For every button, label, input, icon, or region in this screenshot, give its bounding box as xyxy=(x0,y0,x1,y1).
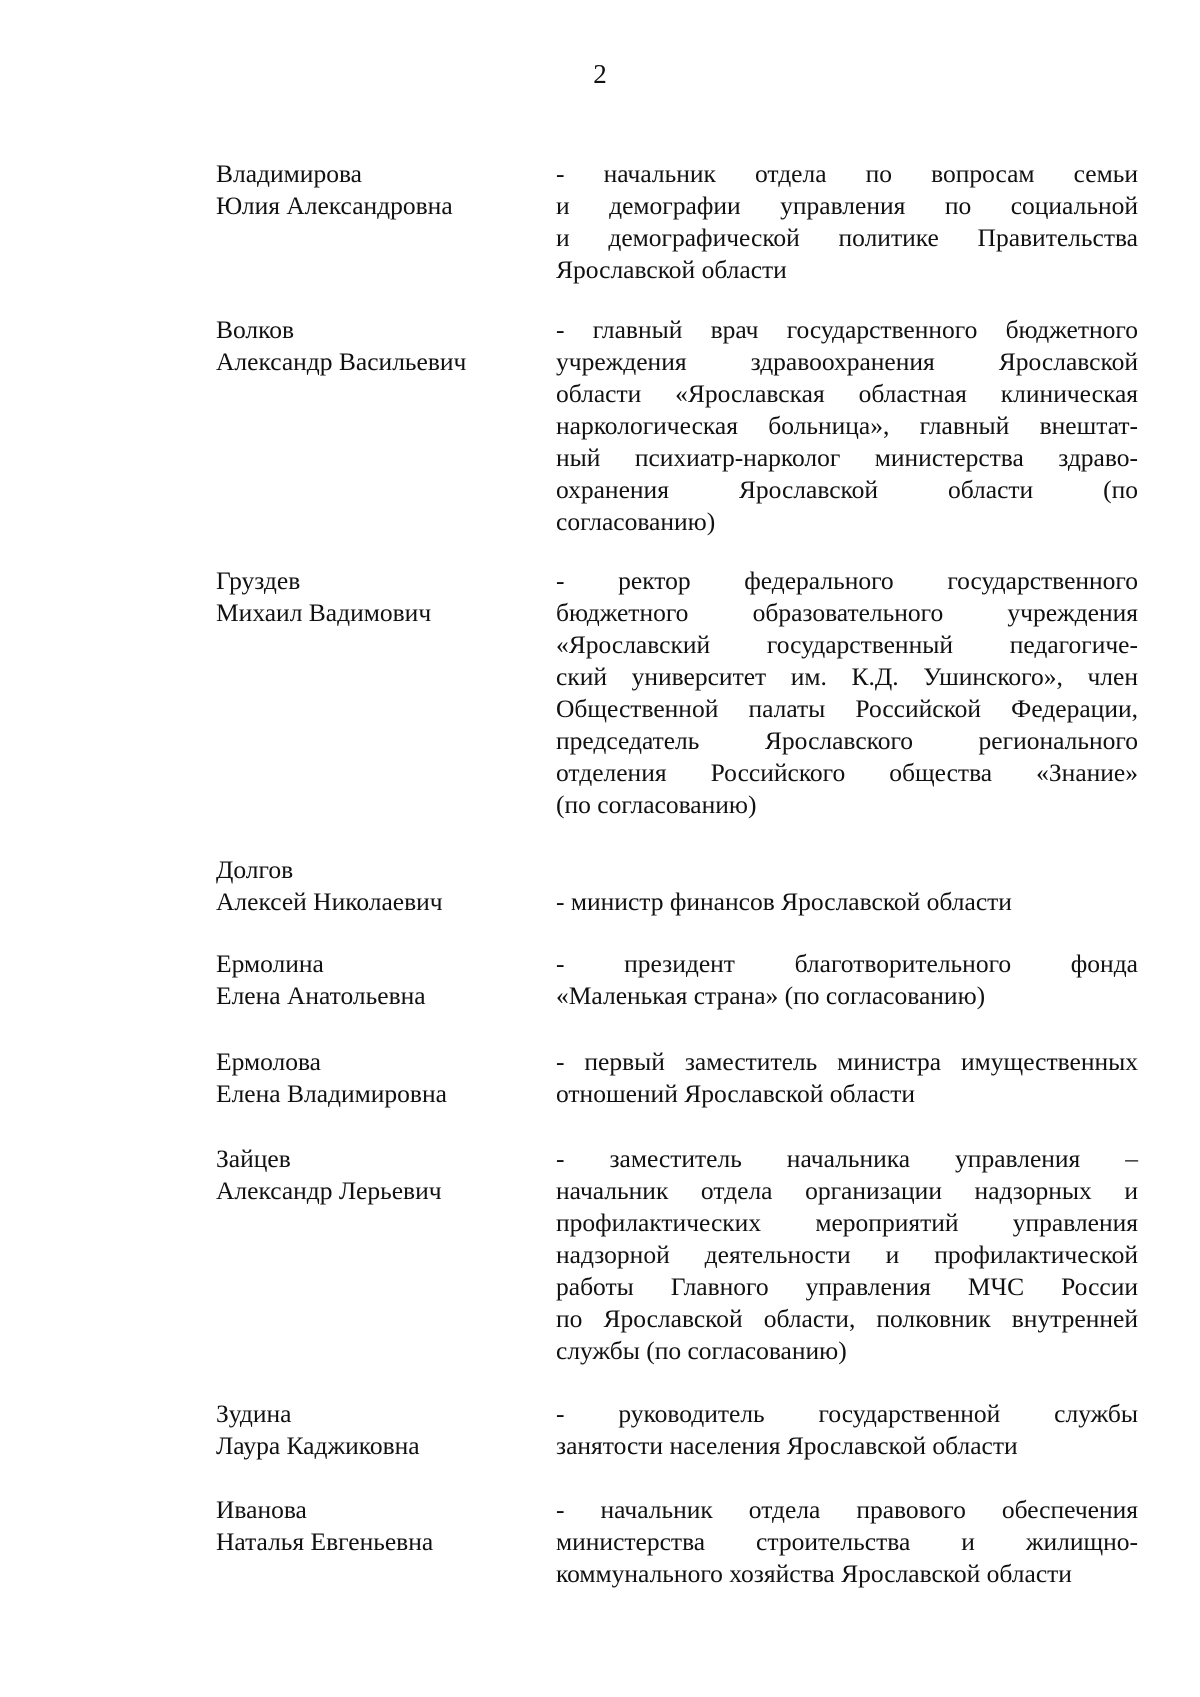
role-line: - президент благотворительного фонда xyxy=(556,949,1138,978)
role-line: коммунального хозяйства Ярославской области xyxy=(556,1559,1072,1588)
role-line: ский университет им. К.Д. Ушинского», член xyxy=(556,662,1138,691)
role-line: - руководитель государственной службы xyxy=(556,1399,1138,1428)
member-role xyxy=(556,1046,1138,1110)
role-line: «Маленькая страна» (по согласованию) xyxy=(556,981,986,1010)
member-given-names: Елена Владимировна xyxy=(216,1079,447,1108)
member-name xyxy=(216,1398,516,1462)
role-line: занятости населения Ярославской области xyxy=(556,1431,1018,1460)
role-line: и демографии управления по социальной xyxy=(556,191,1138,220)
role-line: «Ярославский государственный педагогиче- xyxy=(556,630,1138,659)
role-line: области «Ярославская областная клиническая xyxy=(556,379,1138,408)
member-given-names: Александр Васильевич xyxy=(216,347,467,376)
role-line: и демографической политике Правительства xyxy=(556,223,1138,252)
member-name xyxy=(216,948,516,1012)
role-line: учреждения здравоохранения Ярославской xyxy=(556,347,1138,376)
role-line: согласованию) xyxy=(556,507,716,536)
member-role xyxy=(556,1494,1138,1590)
role-line: - министр финансов Ярославской области xyxy=(556,887,1012,916)
member-role xyxy=(556,1398,1138,1462)
role-line: - главный врач государственного бюджетного xyxy=(556,315,1138,344)
role-line: по Ярославской области, полковник внутренней xyxy=(556,1304,1138,1333)
member-role xyxy=(556,948,1138,1012)
role-line: охранения Ярославской области (по xyxy=(556,475,1138,504)
member-role xyxy=(556,1143,1138,1367)
role-line: председатель Ярославского регионального xyxy=(556,726,1138,755)
member-name xyxy=(216,565,516,629)
role-line: отделения Российского общества «Знание» xyxy=(556,758,1138,787)
member-name xyxy=(216,158,516,222)
member-surname: Владимирова xyxy=(216,159,362,188)
member-name xyxy=(216,1046,516,1110)
member-name xyxy=(216,854,516,918)
role-line: (по согласованию) xyxy=(556,790,757,819)
member-role xyxy=(556,565,1138,821)
member-role xyxy=(556,158,1138,286)
role-line: Общественной палаты Российской Федерации, xyxy=(556,694,1138,723)
member-surname: Груздев xyxy=(216,566,301,595)
role-line: - ректор федерального государственного xyxy=(556,566,1138,595)
member-surname: Иванова xyxy=(216,1495,307,1524)
member-surname: Ермолина xyxy=(216,949,324,978)
role-line: министерства строительства и жилищно- xyxy=(556,1527,1138,1556)
role-line: - заместитель начальника управления – xyxy=(556,1144,1138,1173)
member-name xyxy=(216,1494,516,1558)
role-line: наркологическая больница», главный внештат- xyxy=(556,411,1138,440)
member-given-names: Лаура Каджиковна xyxy=(216,1431,420,1460)
member-surname: Ермолова xyxy=(216,1047,321,1076)
role-line: ный психиатр-нарколог министерства здраво- xyxy=(556,443,1138,472)
member-name xyxy=(216,1143,516,1207)
role-line: бюджетного образовательного учреждения xyxy=(556,598,1138,627)
role-line: - начальник отдела по вопросам семьи xyxy=(556,159,1138,188)
member-given-names: Елена Анатольевна xyxy=(216,981,426,1010)
member-surname: Долгов xyxy=(216,855,294,884)
member-surname: Зудина xyxy=(216,1399,292,1428)
page-number: 2 xyxy=(593,59,607,89)
member-surname: Зайцев xyxy=(216,1144,291,1173)
member-given-names: Александр Лерьевич xyxy=(216,1176,442,1205)
role-line: Ярославской области xyxy=(556,255,787,284)
role-line: начальник отдела организации надзорных и xyxy=(556,1176,1138,1205)
member-surname: Волков xyxy=(216,315,295,344)
role-line: надзорной деятельности и профилактической xyxy=(556,1240,1138,1269)
member-role xyxy=(556,886,1138,918)
role-line: отношений Ярославской области xyxy=(556,1079,916,1108)
role-line: службы (по согласованию) xyxy=(556,1336,847,1365)
member-given-names: Михаил Вадимович xyxy=(216,598,432,627)
member-given-names: Наталья Евгеньевна xyxy=(216,1527,434,1556)
role-line: профилактических мероприятий управления xyxy=(556,1208,1138,1237)
member-name xyxy=(216,314,516,378)
member-given-names: Алексей Николаевич xyxy=(216,887,443,916)
member-role xyxy=(556,314,1138,538)
role-line: - первый заместитель министра имущественных xyxy=(556,1047,1138,1076)
member-given-names: Юлия Александровна xyxy=(216,191,453,220)
role-line: работы Главного управления МЧС России xyxy=(556,1272,1138,1301)
role-line: - начальник отдела правового обеспечения xyxy=(556,1495,1138,1524)
